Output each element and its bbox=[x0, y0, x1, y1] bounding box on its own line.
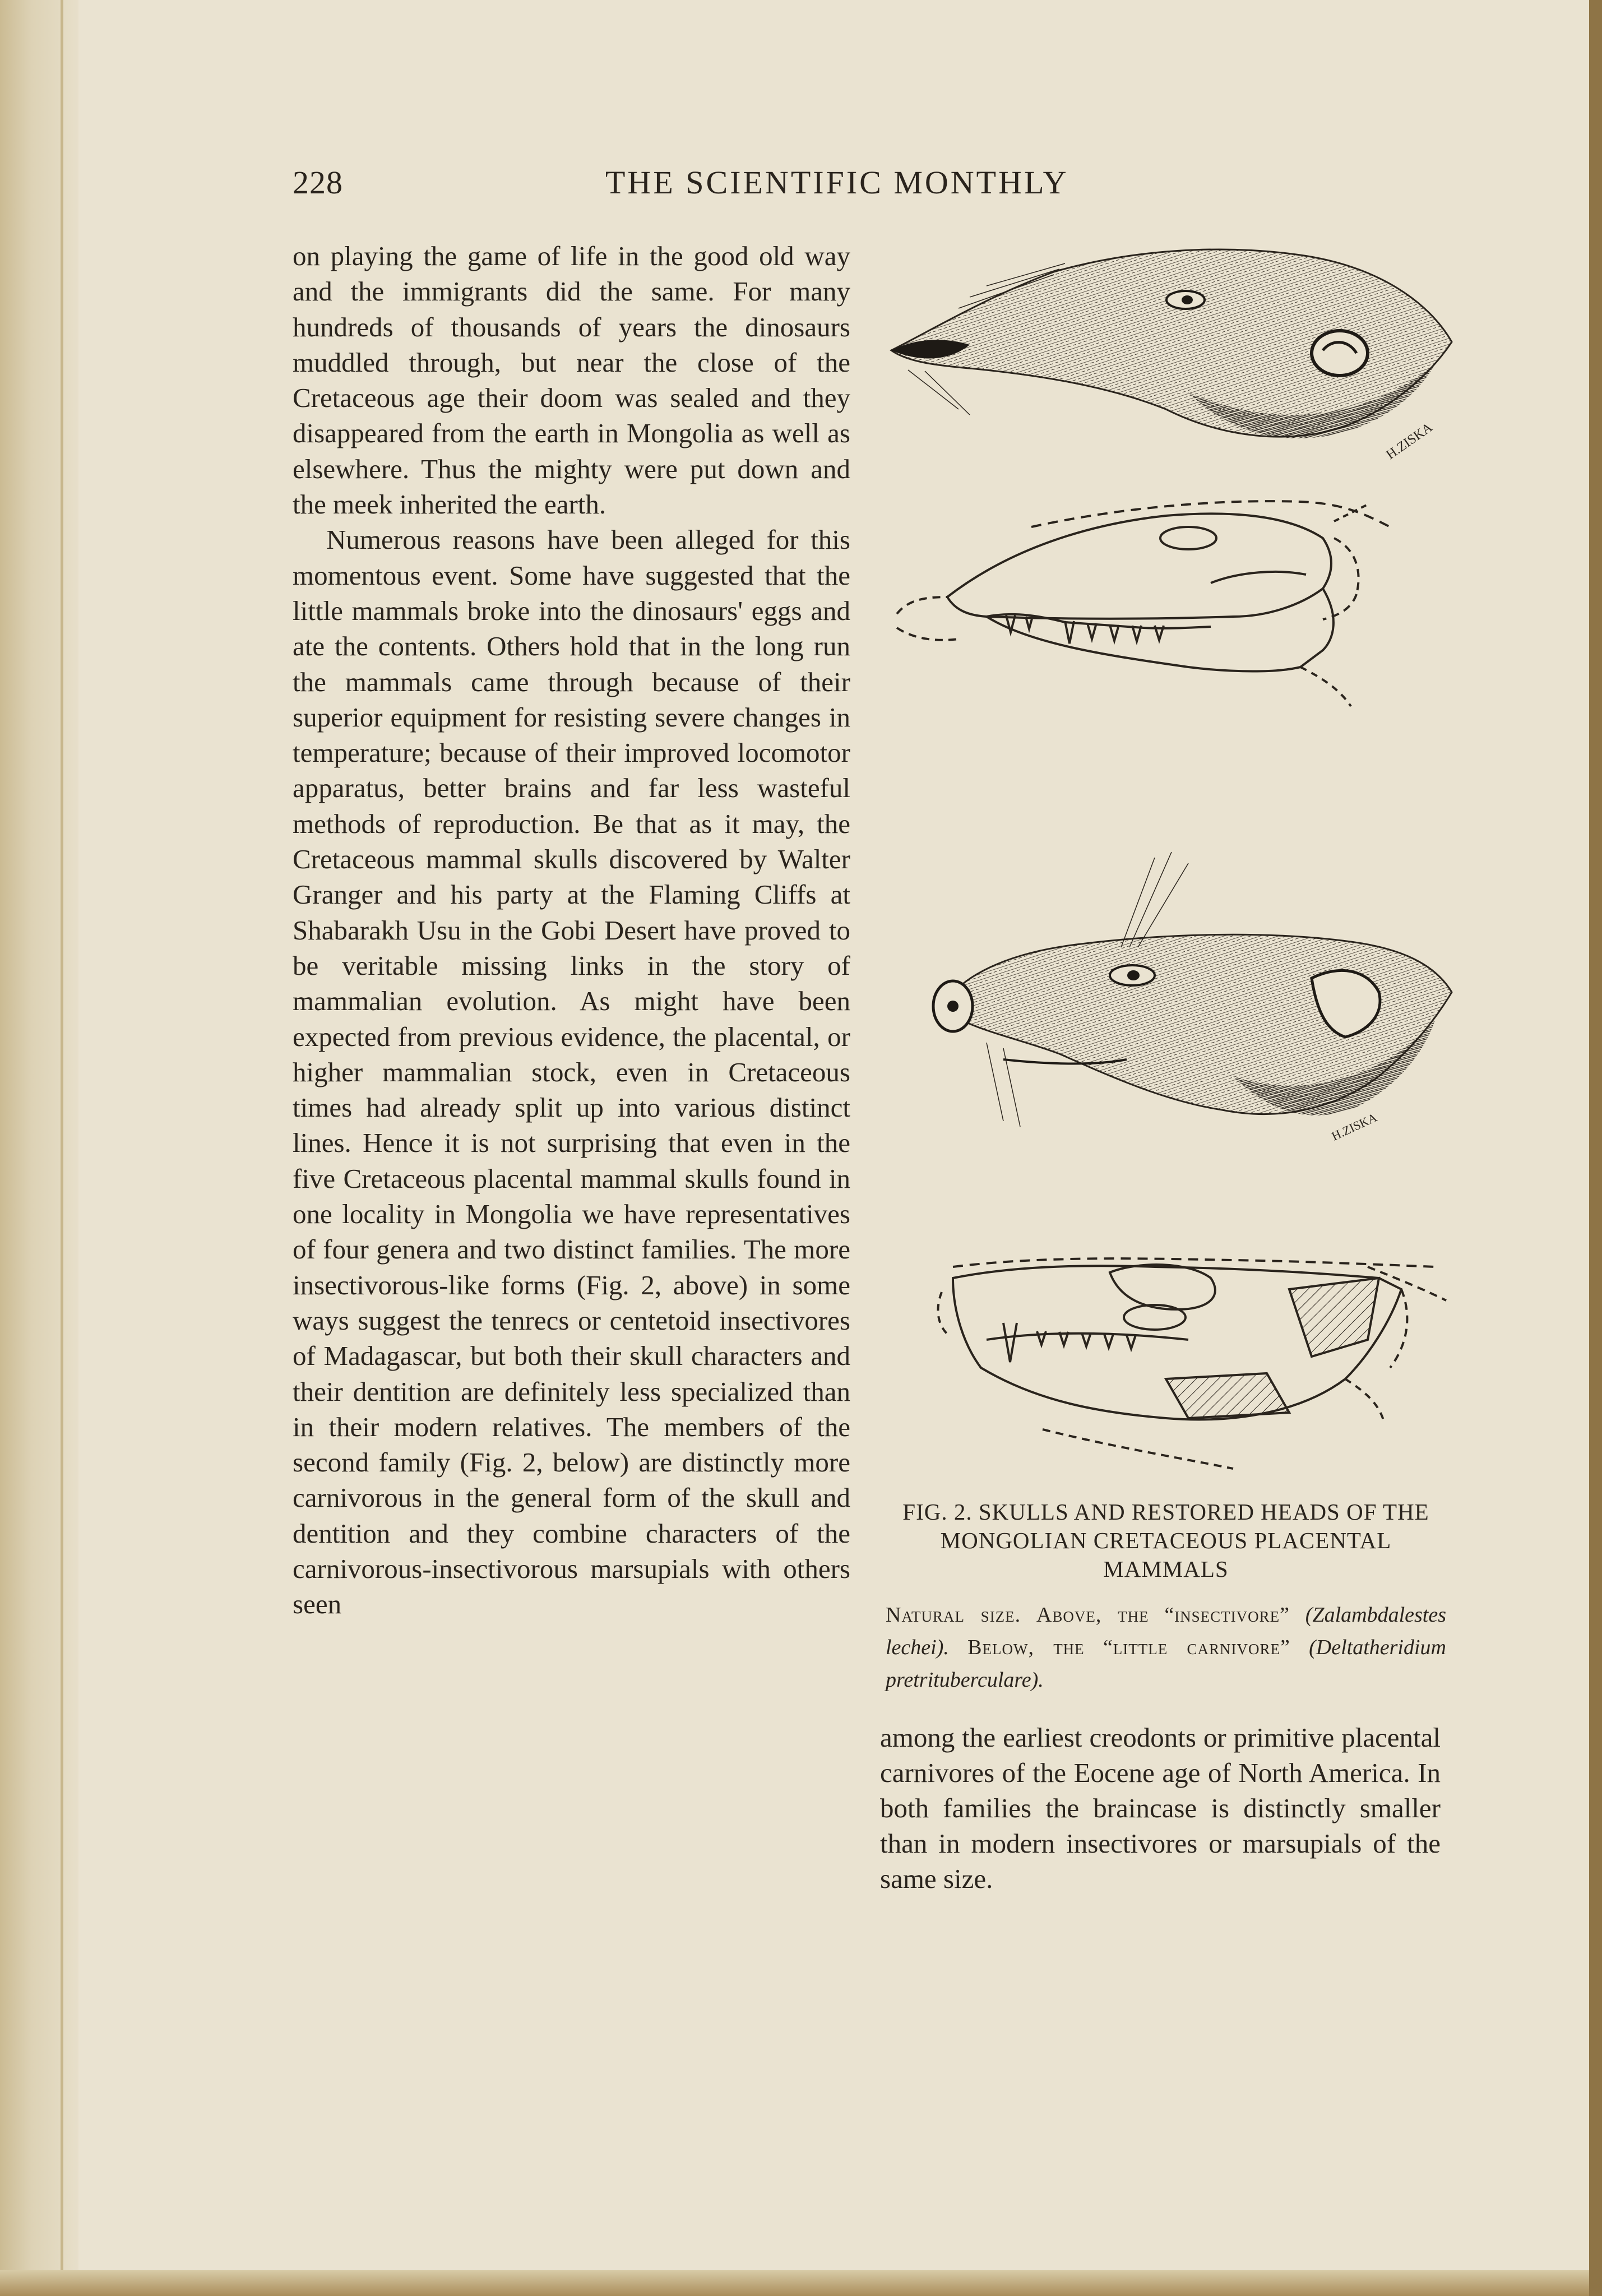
caption-species-2: (Deltatheridium pretrituberculare). bbox=[886, 1636, 1446, 1692]
figure-caption-body bbox=[886, 1599, 1446, 1696]
figure-2 bbox=[874, 224, 1457, 1485]
page-bottom-edge bbox=[0, 2270, 1602, 2296]
skull-zalambdalestes-illustration bbox=[897, 501, 1390, 706]
signature-top: H.ZISKA bbox=[1383, 420, 1436, 462]
head-zalambdalestes-illustration bbox=[891, 249, 1452, 462]
caption-above: Above, the bbox=[1036, 1603, 1149, 1627]
paragraph-2: Numerous reasons have been alleged for this momentous event. Some have suggested that the little mammals broke into the dinosaurs' eggs and ate the contents. Others hold that in the long run the mammals came through because of their superior equipment for resisting severe changes in temperature; because of their improved locomotor apparatus, better brains and far less wasteful methods of reproduction. Be that as it may, the Cretaceous mammal skulls discovered by Walter Granger and his party at the Flaming Cliffs at Shabarakh Usu in the Gobi Desert have proved to be veritable missing links in the story of mammalian evolution. As might have been expected from previous evidence, the placental, or higher mammalian stock, even in Cretaceous times had already split up into various distinct lines. Hence it is not surprising that even in the five Cretaceous placental mammal skulls found in one locality in Mongolia we have representatives of four genera and two distinct families. The more insectivorous-like forms (Fig. 2, above) in some ways suggest the tenrecs or centetoid insectivores of Madagascar, but both their skull characters and their dentition are definitely less specialized than in their modern relatives. The members of the second family (Fig. 2, below) are distinctly more carnivorous in the general form of the skull and dentition and they combine characters of the carnivorous-insectivorous marsupials with others seen bbox=[293, 524, 850, 1620]
journal-title: THE SCIENTIFIC MONTHLY bbox=[605, 164, 1069, 201]
caption-below: Below, the bbox=[967, 1636, 1085, 1659]
left-text-column bbox=[293, 238, 850, 1622]
caption-natural-size: Natural size. bbox=[886, 1603, 1021, 1627]
figure-caption-title: FIG. 2. SKULLS AND RESTORED HEADS OF THE MONGOLIAN CRETACEOUS PLACENTAL MAMMALS bbox=[902, 1499, 1429, 1582]
head-deltatheridium-illustration bbox=[933, 852, 1452, 1144]
page-right-edge bbox=[1589, 0, 1602, 2296]
paragraph-1: on playing the game of life in the good old way and the immigrants did the same. For many hundreds of thousands of years the dinosaurs muddled through, but near the close of the Cretaceous age their doom was sealed and they disappeared from the earth in Mongolia as well as elsewhere. Thus the mighty were put down and the meek inherited the earth. bbox=[293, 240, 850, 520]
page-number: 228 bbox=[293, 164, 343, 201]
right-text-column: among the earliest creodonts or primitive placental carnivores of the Eocene age of North America. In both families the braincase is distinctly smaller than in modern insectivores or marsupials of the same size. bbox=[880, 1722, 1441, 1894]
caption-species-1: (Zalambdalestes lechei). bbox=[886, 1603, 1446, 1659]
skull-deltatheridium-illustration bbox=[938, 1258, 1446, 1469]
running-head bbox=[0, 164, 1602, 209]
page-binding-edge bbox=[0, 0, 78, 2270]
figure-illustrations bbox=[874, 224, 1457, 1485]
caption-insectivore: “insectivore” bbox=[1164, 1603, 1290, 1627]
signature-bottom: H.ZISKA bbox=[1329, 1110, 1379, 1144]
caption-little-carnivore: “little carnivore” bbox=[1103, 1636, 1290, 1659]
